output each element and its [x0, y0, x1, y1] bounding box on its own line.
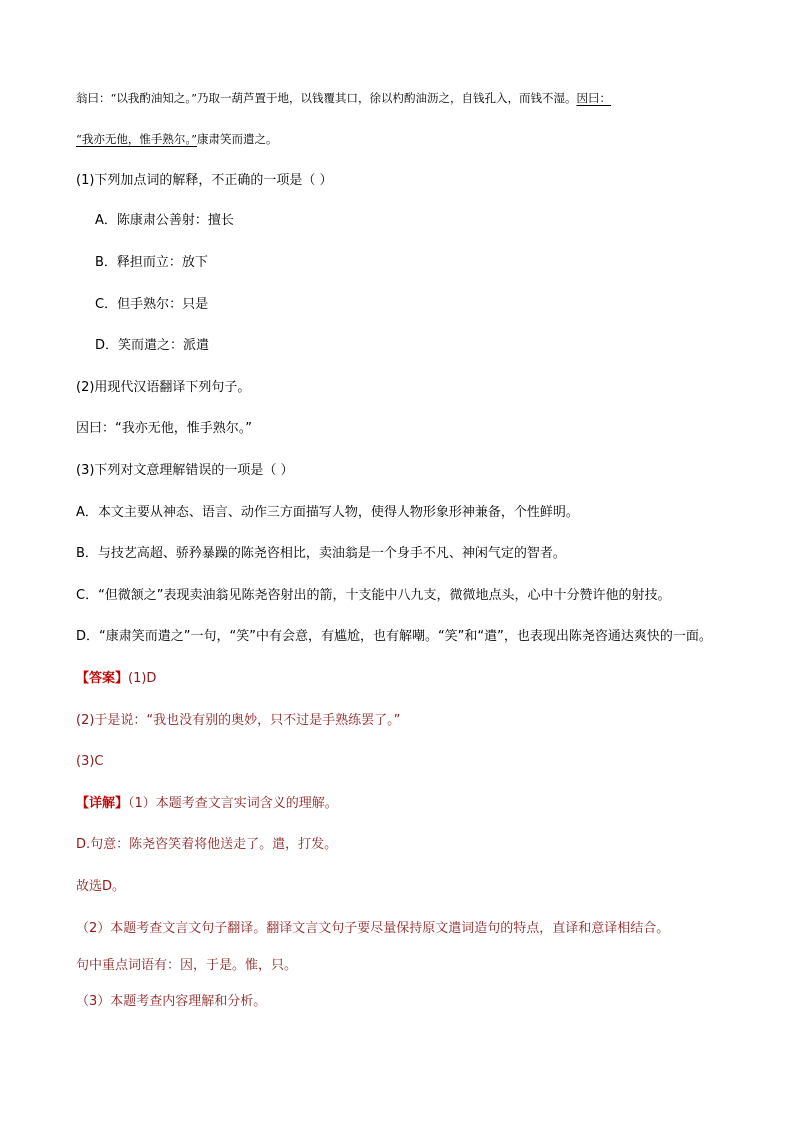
passage-text: 翁曰：“以我酌油知之。”乃取一葫芦置于地，以钱覆其口，徐以杓酌油沥之，自钱孔入，而钱不湿。	[76, 91, 577, 105]
question-1-option-a: A．陈康肃公善射：擅长	[95, 213, 234, 228]
question-3-option-d: D．“康肃笑而遣之”一句，“笑”中有会意，有尴尬，也有解嘲。“笑”和“遣”，也表现出陈尧咨通达爽快的一面。	[76, 629, 712, 644]
passage-text: 康肃笑而遣之。	[197, 132, 278, 146]
detail-4: （2）本题考查文言文句子翻译。翻译文言文句子要尽量保持原文遣词造句的特点，直译和意译相结合。	[76, 921, 670, 936]
answer-2: (2)于是说：“我也没有别的奥妙，只不过是手熟练罢了。”	[76, 713, 401, 728]
detail-3: 故选D。	[76, 879, 126, 894]
detail-6: （3）本题考查内容理解和分析。	[76, 994, 267, 1009]
detail-5: 句中重点词语有：因，于是。惟，只。	[76, 958, 298, 973]
detail-tag: 【详解】	[76, 796, 129, 811]
detail-1: （1）本题考查文言实词含义的理解。	[128, 796, 338, 811]
answer-3: (3)C	[76, 754, 104, 769]
question-3-option-b: B．与技艺高超、骄矜暴躁的陈尧咨相比，卖油翁是一个身手不凡、神闲气定的智者。	[76, 546, 566, 561]
question-1-stem: (1)下列加点词的解释，不正确的一项是（ ）	[76, 173, 333, 188]
question-3-option-a: A．本文主要从神态、语言、动作三方面描写人物，使得人物形象形神兼备，个性鲜明。	[76, 505, 579, 520]
question-1-option-d: D．笑而遣之：派遣	[95, 338, 210, 353]
passage-line-1	[76, 89, 611, 107]
answer-tag: 【答案】	[76, 671, 129, 686]
question-3-option-c: C．“但微颔之”表现卖油翁见陈尧咨射出的箭，十支能中八九支，微微地点头，心中十分赞许他的射技。	[76, 588, 671, 603]
passage-line-2	[76, 130, 278, 148]
question-2-stem: (2)用现代汉语翻译下列句子。	[76, 380, 251, 395]
answer-1: (1)D	[128, 671, 157, 686]
question-2-sentence: 因曰：“我亦无他，惟手熟尔。”	[76, 421, 252, 436]
question-1-option-b: B．释担而立：放下	[95, 255, 208, 270]
detail-line-1	[76, 795, 338, 813]
passage-underlined-text: 因曰：	[576, 91, 612, 105]
question-1-option-c: C．但手熟尔：只是	[95, 297, 209, 312]
question-3-stem: (3)下列对文意理解错误的一项是（ ）	[76, 463, 294, 478]
passage-underlined-text: “我亦无他，惟手熟尔。”	[76, 132, 198, 146]
detail-2: D.句意：陈尧咨笑着将他送走了。遣，打发。	[76, 837, 338, 852]
answer-line-1	[76, 670, 156, 688]
